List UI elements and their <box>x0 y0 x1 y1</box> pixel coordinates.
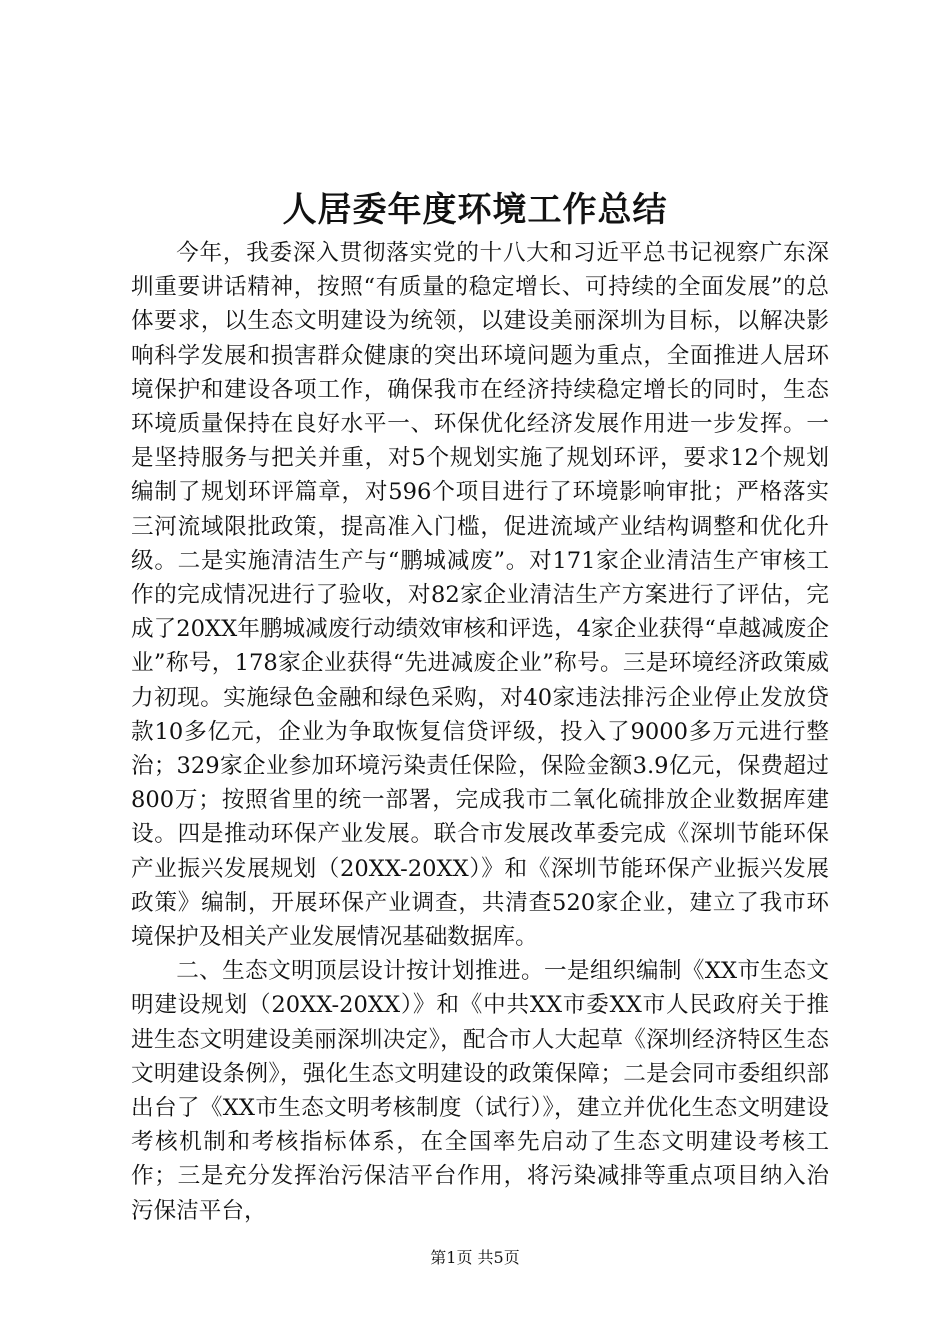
document-body <box>131 236 829 1228</box>
document-title: 人居委年度环境工作总结 <box>282 190 668 230</box>
paragraph: 二、生态文明顶层设计按计划推进。一是组织编制《XX市生态文明建设规划（20XX-20XX）》和《中共XX市委XX市人民政府关于推进生态文明建设美丽深圳决定》，配合市人大起草《深圳经济特区生态文明建设条例》，强化生态文明建设的政策保障；二是会同市委组织部出台了《XX市生态文明考核制度（试行）》，建立并优化生态文明建设考核机制和考核指标体系，在全国率先启动了生态文明建设考核工作；三是充分发挥治污保洁平台作用，将污染减排等重点项目纳入治污保洁平台， <box>131 958 829 1224</box>
paragraph: 今年，我委深入贯彻落实党的十八大和习近平总书记视察广东深圳重要讲话精神，按照“有质量的稳定增长、可持续的全面发展”的总体要求，以生态文明建设为统领，以建设美丽深圳为目标，以解决影响科学发展和损害群众健康的突出环境问题为重点，全面推进人居环境保护和建设各项工作，确保我市在经济持续稳定增长的同时，生态环境质量保持在良好水平一、环保优化经济发展作用进一步发挥。一是坚持服务与把关并重，对5个规划实施了规划环评，要求12个规划编制了规划环评篇章，对596个项目进行了环境影响审批；严格落实三河流域限批政策，提高准入门槛，促进流域产业结构调整和优化升级。二是实施清洁生产与“鹏城减废”。对171家企业清洁生产审核工作的完成情况进行了验收，对82家企业清洁生产方案进行了评估，完成了20XX年鹏城减废行动绩效审核和评选，4家企业获得“卓越减废企业”称号，178家企业获得“先进减废企业”称号。三是环境经济政策威力初现。实施绿色金融和绿色采购，对40家违法排污企业停止发放贷款10多亿元，企业为争取恢复信贷评级，投入了9000多万元进行整治；329家企业参加环境污染责任保险，保险金额3.9亿元，保费超过800万；按照省里的统一部署，完成我市二氧化硫排放企业数据库建设。四是推动环保产业发展。联合市发展改革委完成《深圳节能环保产业振兴发展规划（20XX-20XX）》和《深圳节能环保产业振兴发展政策》编制，开展环保产业调查，共清查520家企业，建立了我市环境保护及相关产业发展情况基础数据库。 <box>131 240 829 951</box>
page-footer: 第1页 共5页 <box>430 1248 520 1267</box>
